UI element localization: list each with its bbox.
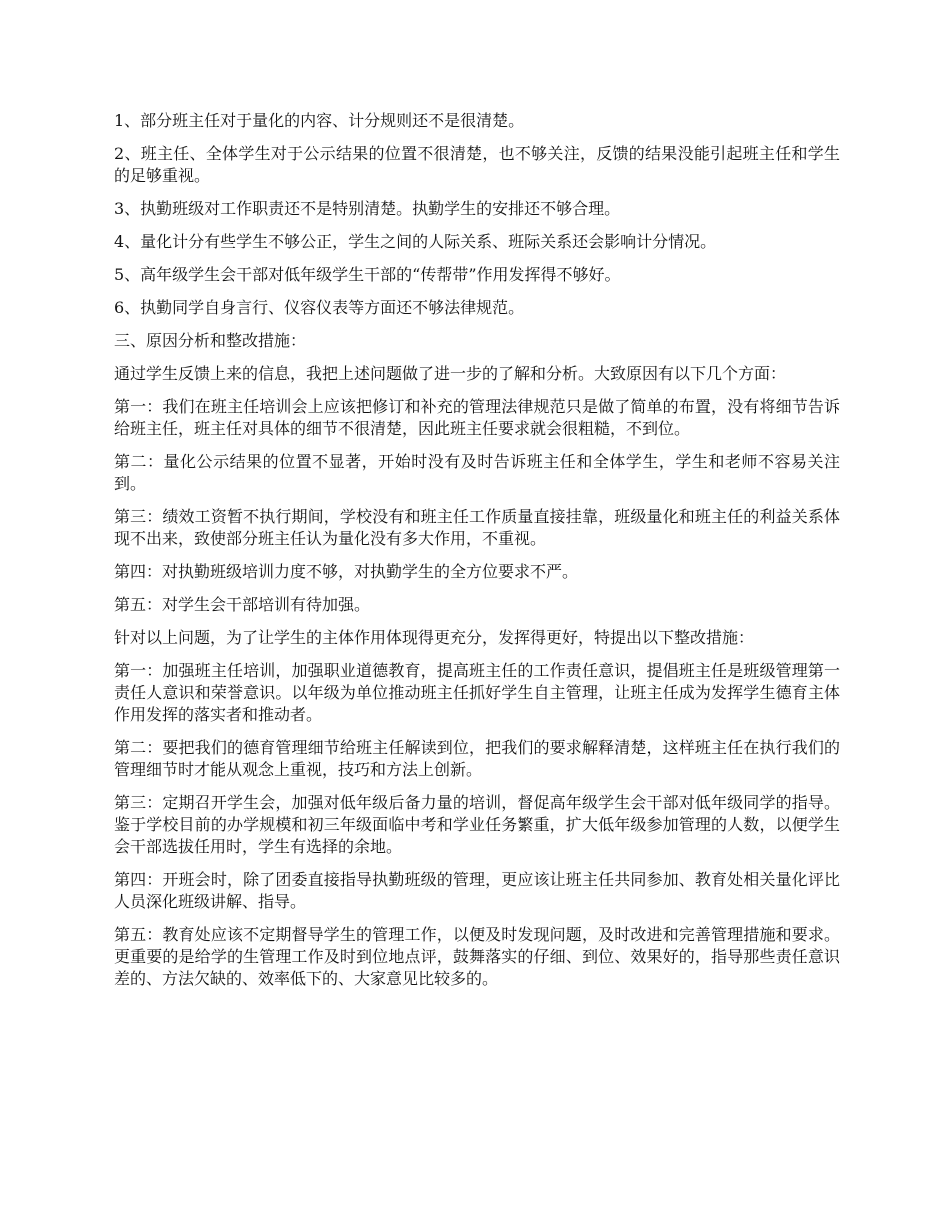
paragraph-measure-4: 第四：开班会时，除了团委直接指导执勤班级的管理，更应该让班主任共同参加、教育处相关量化评比人员深化班级讲解、指导。 bbox=[114, 870, 840, 911]
paragraph-cause-5: 第五：对学生会干部培训有待加强。 bbox=[114, 595, 371, 614]
paragraph-measure-3: 第三：定期召开学生会，加强对低年级后备力量的培训，督促高年级学生会干部对低年级同学的指导。鉴于学校目前的办学规模和初三年级面临中考和学业任务繁重，扩大低年级参加管理的人数，以便学生会干部选拔任用时，学生有选择的余地。 bbox=[114, 793, 840, 856]
paragraph-cause-2: 第二：量化公示结果的位置不显著，开始时没有及时告诉班主任和全体学生，学生和老师不容易关注到。 bbox=[114, 452, 840, 493]
paragraph-issue-2: 2、班主任、全体学生对于公示结果的位置不很清楚，也不够关注，反馈的结果没能引起班主任和学生的足够重视。 bbox=[114, 144, 840, 185]
paragraph-issue-5: 5、高年级学生会干部对低年级学生干部的“传帮带”作用发挥得不够好。 bbox=[114, 265, 621, 284]
paragraph-issue-3: 3、执勤班级对工作职责还不是特别清楚。执勤学生的安排还不够合理。 bbox=[114, 199, 621, 218]
section-heading-cause-analysis: 三、原因分析和整改措施： bbox=[114, 331, 307, 350]
paragraph-measure-5: 第五：教育处应该不定期督导学生的管理工作，以便及时发现问题，及时改进和完善管理措施和要求。更重要的是给学的生管理工作及时到位地点评，鼓舞落实的仔细、到位、效果好的，指导那些责任意识差的、方法欠缺的、效率低下的、大家意见比较多的。 bbox=[114, 925, 840, 988]
document-body bbox=[114, 110, 840, 1001]
paragraph-measure-1: 第一：加强班主任培训，加强职业道德教育，提高班主任的工作责任意识，提倡班主任是班级管理第一责任人意识和荣誉意识。以年级为单位推动班主任抓好学生自主管理，让班主任成为发挥学生德育主体作用发挥的落实者和推动者。 bbox=[114, 661, 840, 724]
paragraph-cause-1: 第一：我们在班主任培训会上应该把修订和补充的管理法律规范只是做了简单的布置，没有将细节告诉给班主任，班主任对具体的细节不很清楚，因此班主任要求就会很粗糙，不到位。 bbox=[114, 397, 840, 438]
paragraph-measure-2: 第二：要把我们的德育管理细节给班主任解读到位，把我们的要求解释清楚，这样班主任在执行我们的管理细节时才能从观念上重视，技巧和方法上创新。 bbox=[114, 738, 840, 779]
paragraph-analysis-intro: 通过学生反馈上来的信息，我把上述问题做了进一步的了解和分析。大致原因有以下几个方面： bbox=[114, 364, 787, 383]
paragraph-issue-6: 6、执勤同学自身言行、仪容仪表等方面还不够法律规范。 bbox=[114, 298, 525, 317]
paragraph-issue-1: 1、部分班主任对于量化的内容、计分规则还不是很清楚。 bbox=[114, 111, 525, 130]
paragraph-cause-3: 第三：绩效工资暂不执行期间，学校没有和班主任工作质量直接挂靠，班级量化和班主任的利益关系体现不出来，致使部分班主任认为量化没有多大作用，不重视。 bbox=[114, 507, 840, 548]
paragraph-issue-4: 4、量化计分有些学生不够公正，学生之间的人际关系、班际关系还会影响计分情况。 bbox=[114, 232, 717, 251]
paragraph-measures-intro: 针对以上问题，为了让学生的主体作用体现得更充分，发挥得更好，特提出以下整改措施： bbox=[114, 628, 755, 647]
paragraph-cause-4: 第四：对执勤班级培训力度不够，对执勤学生的全方位要求不严。 bbox=[114, 562, 579, 581]
